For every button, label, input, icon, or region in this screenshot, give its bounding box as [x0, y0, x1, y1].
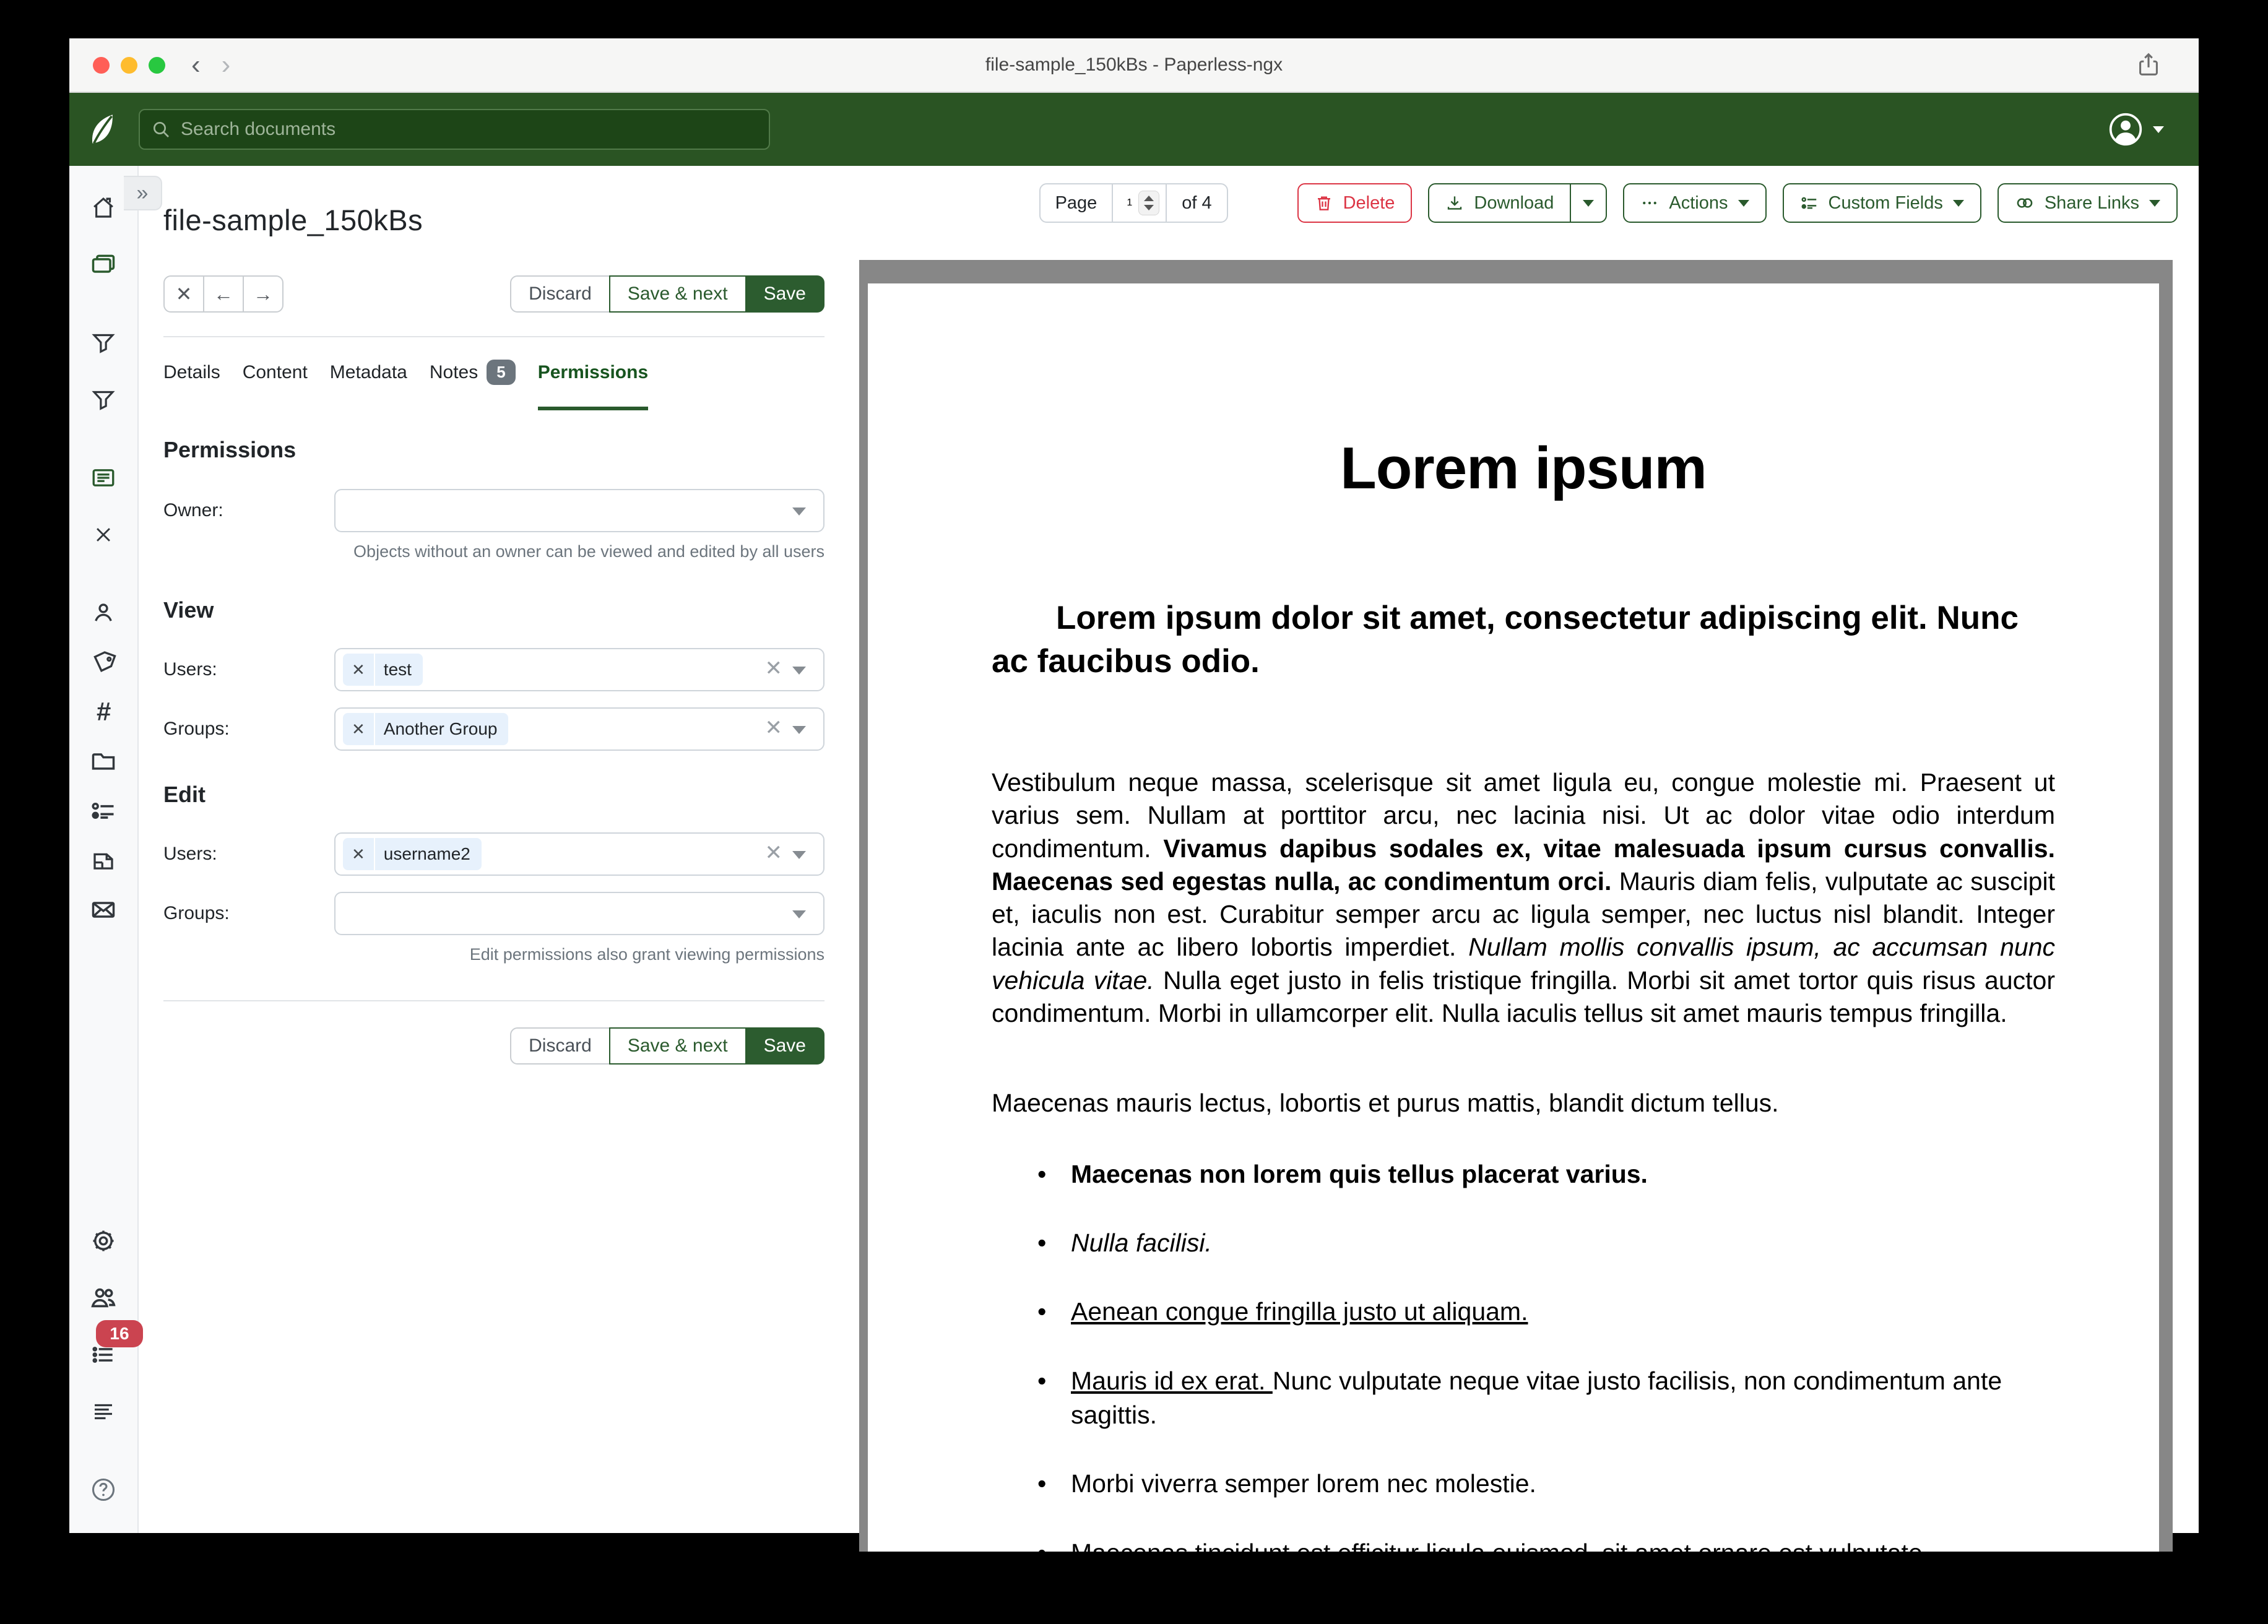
sidebar-item-folders[interactable]	[89, 746, 118, 776]
owner-help-text: Objects without an owner can be viewed and edited by all users	[353, 542, 825, 561]
tab-notes[interactable]: Notes 5	[430, 360, 516, 391]
traffic-lights	[93, 57, 165, 74]
discard-button[interactable]: Discard	[510, 1027, 610, 1065]
chevron-down-icon	[1738, 200, 1749, 207]
macos-titlebar	[69, 38, 2199, 93]
next-doc-button[interactable]: →	[243, 275, 284, 313]
permissions-heading: Permissions	[163, 437, 296, 462]
custom-fields-icon	[1800, 194, 1819, 212]
view-groups-label: Groups:	[163, 719, 230, 739]
share-links-button[interactable]: Share Links	[1997, 183, 2178, 223]
actions-button[interactable]: Actions	[1623, 183, 1766, 223]
tab-permissions[interactable]: Permissions	[538, 362, 648, 389]
save-button[interactable]: Save	[745, 275, 825, 313]
document-bullet-list	[992, 1157, 2055, 1570]
edit-users-select[interactable]	[334, 832, 825, 876]
page-total: of 4	[1182, 192, 1212, 213]
view-heading: View	[163, 597, 214, 623]
tab-metadata[interactable]: Metadata	[329, 361, 407, 382]
pdf-viewer-frame[interactable]	[859, 260, 2173, 1567]
chevron-down-icon	[792, 910, 806, 918]
view-groups-select[interactable]	[334, 707, 825, 751]
tasks-badge: 16	[96, 1320, 142, 1347]
chevron-down-icon	[2153, 126, 2164, 133]
ellipsis-icon	[1640, 194, 1659, 212]
help-icon[interactable]	[89, 1475, 118, 1505]
chevron-down-icon	[792, 726, 806, 734]
document-page	[868, 283, 2159, 1567]
document-block: Lorem ipsum dolor sit amet, consectetur adipiscing elit. Nunc ac faucibus odio.	[992, 600, 2019, 680]
selected-tag: ✕ Another Group	[343, 713, 508, 745]
search-icon	[151, 119, 171, 139]
clear-select-icon[interactable]: ✕	[764, 657, 782, 680]
download-icon	[1445, 194, 1464, 212]
edit-heading: Edit	[163, 782, 206, 807]
search-box[interactable]	[139, 109, 770, 150]
browser-back-icon[interactable]: ‹	[191, 50, 201, 80]
page-label: Page	[1055, 192, 1097, 213]
discard-button[interactable]: Discard	[510, 275, 610, 313]
download-options-button[interactable]	[1571, 183, 1607, 223]
clear-select-icon[interactable]: ✕	[764, 841, 782, 865]
previous-doc-button[interactable]: ←	[203, 275, 244, 313]
link-icon	[2015, 193, 2035, 213]
view-users-select[interactable]	[334, 648, 825, 691]
sidebar-item-tags[interactable]	[89, 647, 118, 677]
sidebar-item-document-types[interactable]	[89, 845, 118, 875]
maximize-window-button[interactable]	[149, 57, 165, 74]
app-header	[69, 93, 2199, 166]
document-block: Maecenas mauris lectus, lobortis et purus mattis, blandit dictum tellus.	[992, 1089, 1779, 1118]
preview-pane	[852, 166, 2199, 1567]
settings-gear-icon[interactable]	[89, 1226, 118, 1256]
edit-help-text: Edit permissions also grant viewing permissions	[469, 945, 825, 964]
close-document-icon[interactable]	[89, 520, 118, 550]
owner-label: Owner:	[163, 500, 223, 520]
sidebar-item-documents[interactable]	[89, 250, 118, 280]
close-doc-button[interactable]: ✕	[163, 275, 204, 313]
document-list-item: • Mauris id ex erat. Nunc vulputate neque vitae justo facilisis, non condimentum ante sagittis.	[1037, 1364, 2055, 1433]
remove-tag-icon[interactable]: ✕	[343, 713, 375, 745]
detail-tabs	[163, 360, 825, 391]
browser-forward-icon[interactable]: ›	[221, 50, 231, 80]
preview-toolbar	[1039, 183, 2178, 223]
document-list-item: • Maecenas tincidunt est efficitur ligula euismod, sit amet ornare est vulputate.	[1037, 1536, 2055, 1570]
edit-groups-label: Groups:	[163, 903, 230, 923]
selected-tag: ✕ username2	[343, 838, 482, 870]
sidebar-item-correspondents[interactable]	[89, 598, 118, 628]
sidebar-item-mail[interactable]	[89, 895, 118, 925]
page-stepper[interactable]	[1138, 191, 1159, 215]
document-block: Vestibulum neque massa, scelerisque sit amet ligula eu, congue molestie mi. Praesent ut varius sem. Nullam at porttitor arcu, nec lacinia nisi. Ut ac dolor vitae odio interdum condimentum. Vivamus dapibus sodales ex, vitae malesuada ipsum cursus convallis. Maecenas sed egestas nulla, ac condimentum orci. Mauris diam felis, vulputate ac suscipit et, iaculis non est. Curabitur semper arcu ac ligula semper, nec luctus nisl blandit. Integer lacinia ante ac libero lobortis imperdiet. Nullam mollis convallis ipsum, ac accumsan nunc vehicula vitae. Nulla eget justo in felis tristique fringilla. Morbi sit amet tortor quis risus auctor condimentum. Morbi in ullamcorper elit. Nulla iaculis tellus sit amet mauris tempus fringilla.	[992, 767, 2056, 1027]
document-list-item: • Maecenas non lorem quis tellus placerat varius.	[1037, 1157, 2055, 1191]
sidebar	[69, 166, 149, 1533]
main-area	[69, 166, 2199, 1567]
app-window	[69, 38, 2199, 1567]
download-split-button	[1428, 183, 1607, 223]
selected-tag: ✕ test	[343, 654, 423, 686]
document-block: Lorem ipsum	[1340, 435, 1707, 501]
page-navigator	[1039, 183, 1228, 223]
page-number-input[interactable]: 1	[1112, 184, 1167, 222]
user-menu[interactable]	[2108, 112, 2164, 147]
save-next-button[interactable]: Save & next	[609, 275, 747, 313]
delete-button[interactable]: Delete	[1297, 183, 1413, 223]
users-groups-icon[interactable]	[89, 1283, 118, 1313]
sidebar-item-saved-view-2[interactable]	[89, 385, 118, 415]
tab-details[interactable]: Details	[163, 361, 220, 382]
sidebar-item-open-document[interactable]	[89, 463, 118, 493]
owner-select[interactable]	[334, 489, 825, 532]
close-window-button[interactable]	[93, 57, 110, 74]
sidebar-item-saved-view-1[interactable]	[89, 328, 118, 358]
trash-icon	[1315, 194, 1333, 212]
tab-content[interactable]: Content	[242, 361, 308, 382]
chevron-down-icon	[2149, 200, 2160, 207]
window-title: file-sample_150kBs - Paperless-ngx	[985, 54, 1283, 75]
edit-groups-select[interactable]	[334, 892, 825, 935]
save-button[interactable]: Save	[745, 1027, 825, 1065]
document-list-item: • Nulla facilisi.	[1037, 1226, 2055, 1260]
remove-tag-icon[interactable]: ✕	[343, 654, 375, 686]
share-icon[interactable]	[2134, 51, 2163, 79]
chevron-down-icon	[792, 508, 806, 516]
doc-nav-group	[163, 275, 284, 313]
logs-icon[interactable]	[89, 1397, 118, 1427]
sidebar-item-custom-fields[interactable]	[89, 796, 118, 826]
save-group-top	[510, 275, 825, 313]
remove-tag-icon[interactable]: ✕	[343, 838, 375, 870]
custom-fields-button[interactable]: Custom Fields	[1783, 183, 1981, 223]
sidebar-expand-button[interactable]: »	[124, 176, 162, 210]
document-title: file-sample_150kBs	[163, 204, 423, 236]
clear-select-icon[interactable]: ✕	[764, 716, 782, 740]
view-users-label: Users:	[163, 659, 217, 680]
document-list-item: • Aenean congue fringilla justo ut aliquam.	[1037, 1295, 2055, 1329]
edit-users-label: Users:	[163, 844, 217, 864]
minimize-window-button[interactable]	[121, 57, 137, 74]
download-button[interactable]: Download	[1428, 183, 1571, 223]
paperless-logo-icon[interactable]	[69, 111, 139, 148]
chevron-down-icon	[792, 851, 806, 859]
save-group-bottom	[510, 1027, 825, 1065]
tasks-icon[interactable]	[89, 1324, 129, 1370]
sidebar-item-storage-paths[interactable]: #	[96, 697, 111, 726]
document-detail-pane	[139, 166, 852, 1533]
search-input[interactable]	[181, 119, 727, 140]
sidebar-item-dashboard[interactable]	[89, 193, 118, 223]
document-list-item: • Morbi viverra semper lorem nec molestie.	[1037, 1467, 2055, 1501]
notes-count-badge: 5	[487, 360, 515, 385]
save-next-button[interactable]: Save & next	[609, 1027, 747, 1065]
chevron-down-icon	[1953, 200, 1964, 207]
chevron-down-icon	[792, 667, 806, 675]
avatar-icon	[2108, 112, 2143, 147]
